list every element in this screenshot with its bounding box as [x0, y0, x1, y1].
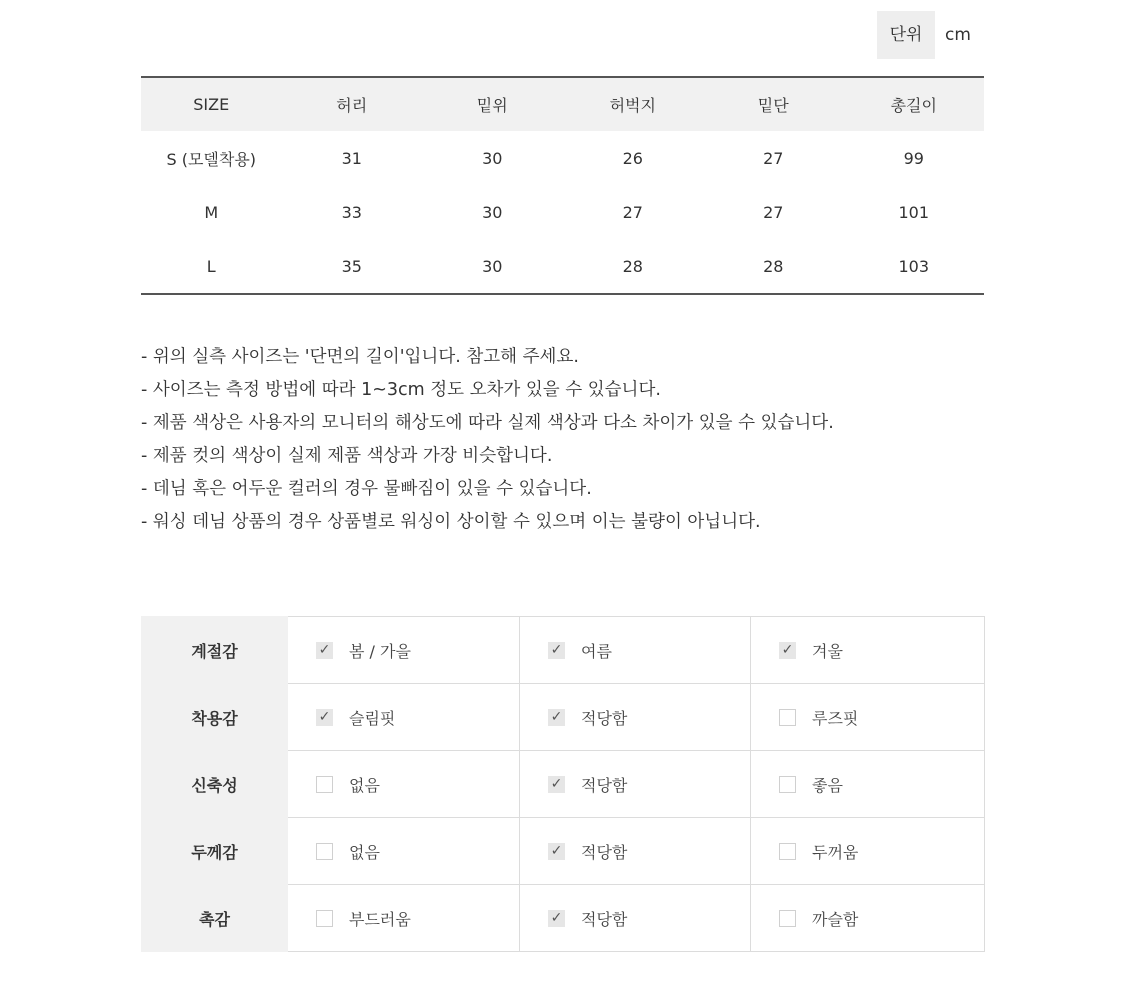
attribute-option[interactable]: [520, 639, 750, 662]
unit-indicator: [877, 11, 971, 59]
attribute-option[interactable]: [288, 639, 519, 662]
attribute-option-cell[interactable]: [288, 617, 520, 684]
attribute-option[interactable]: [288, 773, 519, 796]
notes-list: [141, 341, 1041, 539]
attribute-option-cell[interactable]: [520, 684, 751, 751]
option-label: 좋음: [812, 775, 843, 795]
attribute-option[interactable]: [520, 840, 750, 863]
checkbox-checked[interactable]: ✓: [316, 709, 333, 726]
table-cell: 30: [482, 202, 503, 222]
header-rise: 밑위: [422, 77, 563, 131]
attribute-option-cell[interactable]: [751, 684, 985, 751]
checkbox-unchecked[interactable]: [779, 776, 796, 793]
checkbox-unchecked[interactable]: [779, 910, 796, 927]
attribute-row-fit: [142, 684, 985, 751]
attribute-option[interactable]: [751, 639, 984, 662]
header-hem: 밑단: [703, 77, 844, 131]
header-thigh: 허벅지: [563, 77, 704, 131]
note-item: - 데님 혹은 어두운 컬러의 경우 물빠짐이 있을 수 있습니다.: [141, 479, 592, 499]
checkbox-unchecked[interactable]: [316, 910, 333, 927]
unit-label: 단위: [877, 11, 935, 59]
attribute-option[interactable]: [751, 840, 984, 863]
header-total-length: 총길이: [844, 77, 985, 131]
table-row: [141, 185, 984, 239]
table-cell: 30: [482, 148, 503, 168]
checkbox-checked[interactable]: ✓: [316, 642, 333, 659]
table-cell: 31: [341, 148, 362, 168]
attribute-row-season: [142, 617, 985, 684]
attribute-option-cell[interactable]: [288, 818, 520, 885]
checkbox-checked[interactable]: ✓: [548, 776, 565, 793]
table-cell: 101: [898, 202, 930, 222]
note-item: - 제품 컷의 색상이 실제 제품 색상과 가장 비슷합니다.: [141, 446, 553, 466]
table-cell: 35: [341, 256, 362, 276]
table-cell: 27: [763, 202, 784, 222]
option-label: 겨울: [812, 641, 843, 661]
checkbox-checked[interactable]: ✓: [779, 642, 796, 659]
attribute-option-cell[interactable]: [520, 751, 751, 818]
checkbox-unchecked[interactable]: [779, 709, 796, 726]
checkbox-checked[interactable]: ✓: [548, 709, 565, 726]
attribute-table: [141, 616, 985, 952]
header-waist: 허리: [282, 77, 423, 131]
note-item: - 워싱 데님 상품의 경우 상품별로 워싱이 상이할 수 있으며 이는 불량이 아닙니다.: [141, 512, 761, 532]
table-cell: 33: [341, 202, 362, 222]
unit-value: cm: [945, 25, 971, 45]
checkbox-checked[interactable]: ✓: [548, 642, 565, 659]
attribute-label: 계절감: [142, 617, 288, 684]
attribute-option[interactable]: [751, 706, 984, 729]
checkbox-checked[interactable]: ✓: [548, 843, 565, 860]
option-label: 여름: [581, 641, 612, 661]
table-cell: 28: [622, 256, 643, 276]
attribute-label: 신축성: [142, 751, 288, 818]
table-cell: 27: [622, 202, 643, 222]
table-row: [141, 131, 984, 185]
note-item: - 제품 색상은 사용자의 모니터의 해상도에 따라 실제 색상과 다소 차이가 있을 수 있습니다.: [141, 413, 834, 433]
header-size: SIZE: [141, 77, 282, 131]
option-label: 적당함: [581, 842, 628, 862]
attribute-option[interactable]: [751, 907, 984, 930]
table-cell: 26: [622, 148, 643, 168]
option-label: 없음: [349, 842, 380, 862]
attribute-option-cell[interactable]: [520, 885, 751, 952]
option-label: 슬림핏: [349, 708, 396, 728]
option-label: 까슬함: [812, 909, 859, 929]
attribute-option[interactable]: [520, 907, 750, 930]
table-cell: 28: [763, 256, 784, 276]
table-cell: 99: [903, 148, 924, 168]
attribute-option[interactable]: [520, 773, 750, 796]
table-cell: 103: [898, 256, 930, 276]
attribute-option-cell[interactable]: [751, 885, 985, 952]
attribute-option-cell[interactable]: [288, 684, 520, 751]
table-cell: M: [204, 202, 219, 222]
attribute-row-texture: [142, 885, 985, 952]
attribute-option[interactable]: [520, 706, 750, 729]
table-cell: 30: [482, 256, 503, 276]
option-label: 루즈핏: [812, 708, 859, 728]
option-label: 부드러움: [349, 909, 411, 929]
table-row: [141, 239, 984, 294]
attribute-option-cell[interactable]: [751, 818, 985, 885]
option-label: 적당함: [581, 909, 628, 929]
checkbox-unchecked[interactable]: [316, 776, 333, 793]
attribute-option-cell[interactable]: [751, 751, 985, 818]
attribute-row-thickness: [142, 818, 985, 885]
attribute-label: 촉감: [142, 885, 288, 952]
attribute-label: 착용감: [142, 684, 288, 751]
attribute-label: 두께감: [142, 818, 288, 885]
attribute-option[interactable]: [288, 840, 519, 863]
table-cell: 27: [763, 148, 784, 168]
option-label: 두꺼움: [812, 842, 859, 862]
attribute-option[interactable]: [288, 907, 519, 930]
option-label: 적당함: [581, 708, 628, 728]
attribute-option-cell[interactable]: [288, 885, 520, 952]
size-table-header-row: [141, 77, 984, 131]
option-label: 봄 / 가을: [349, 641, 411, 661]
attribute-row-stretch: [142, 751, 985, 818]
attribute-option[interactable]: [751, 773, 984, 796]
attribute-option-cell[interactable]: [751, 617, 985, 684]
size-table: [141, 76, 984, 295]
attribute-option-cell[interactable]: [520, 617, 751, 684]
checkbox-unchecked[interactable]: [779, 843, 796, 860]
attribute-option-cell[interactable]: [520, 818, 751, 885]
option-label: 없음: [349, 775, 380, 795]
attribute-option[interactable]: [288, 706, 519, 729]
note-item: - 위의 실측 사이즈는 '단면의 길이'입니다. 참고해 주세요.: [141, 347, 579, 367]
checkbox-unchecked[interactable]: [316, 843, 333, 860]
option-label: 적당함: [581, 775, 628, 795]
table-cell: L: [206, 256, 216, 276]
table-cell: S (모델착용): [166, 149, 257, 169]
checkbox-checked[interactable]: ✓: [548, 910, 565, 927]
note-item: - 사이즈는 측정 방법에 따라 1~3cm 정도 오차가 있을 수 있습니다.: [141, 380, 661, 400]
attribute-option-cell[interactable]: [288, 751, 520, 818]
